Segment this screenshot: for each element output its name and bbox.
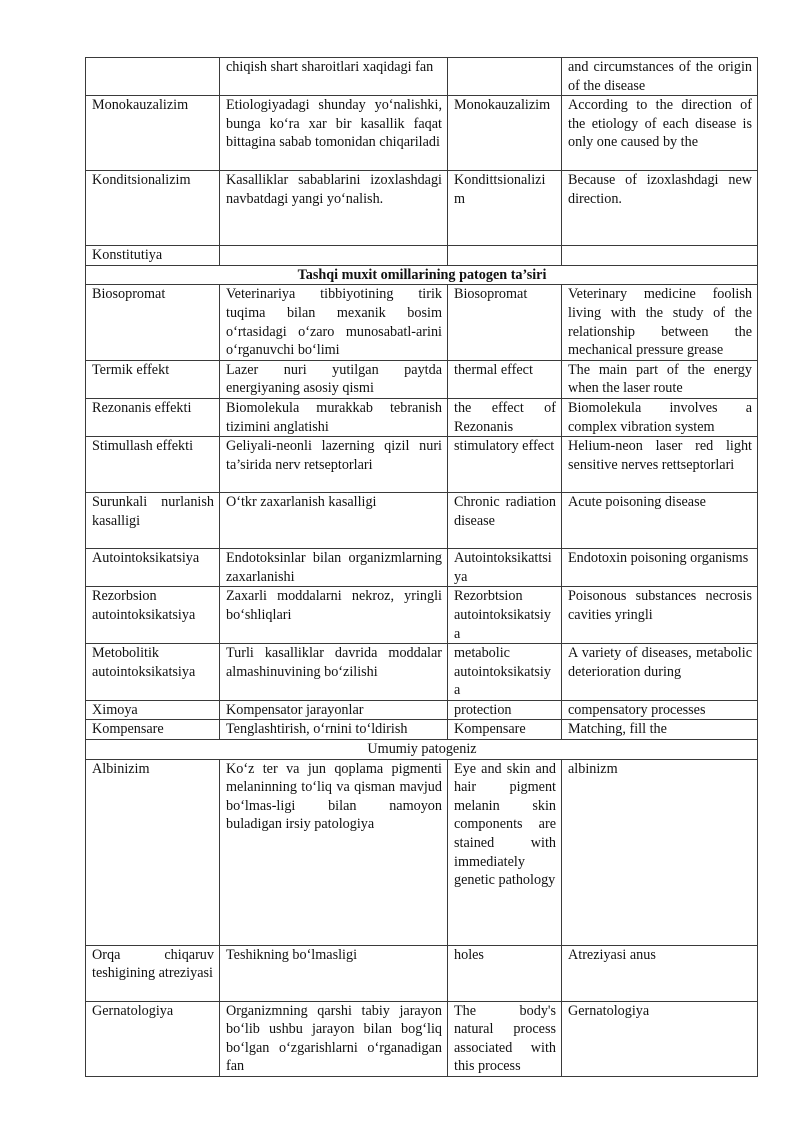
cell-term-uz: Autointoksikatsiya xyxy=(86,549,220,587)
table-row xyxy=(86,398,758,436)
cell-definition-uz: Etiologiyadagi shunday yo‘nalishki, bunga ko‘ra xar bir kasallik faqat bittagina sabab tomonidan chiqariladi xyxy=(220,96,448,171)
table-row xyxy=(86,644,758,701)
cell-definition-en: Matching, fill the xyxy=(562,720,758,740)
cell-term-en xyxy=(448,246,562,266)
table-row xyxy=(86,700,758,720)
cell-term-en: Autointoksikattsiya xyxy=(448,549,562,587)
cell-definition-uz: Zaxarli moddalarni nekroz, yringli bo‘shliqlari xyxy=(220,587,448,644)
cell-definition-uz: Geliyali-neonli lazerning qizil nuri ta’sirida nerv retseptorlari xyxy=(220,437,448,493)
cell-definition-en xyxy=(562,246,758,266)
table-row xyxy=(86,246,758,266)
cell-term-en: metabolic autointoksikatsiya xyxy=(448,644,562,701)
cell-term-en: The body's natural process associated with this process xyxy=(448,1001,562,1076)
cell-term-uz: Gernatologiya xyxy=(86,1001,220,1076)
cell-term-en: stimulatory effect xyxy=(448,437,562,493)
cell-term-en: holes xyxy=(448,945,562,1001)
cell-term-uz: Konditsionalizim xyxy=(86,171,220,246)
cell-definition-en: and circumstances of the origin of the disease xyxy=(562,58,758,96)
document-page xyxy=(85,57,757,1077)
cell-definition-uz: Veterinariya tibbiyotining tirik tuqima bilan mexanik bosim o‘rtasidagi o‘zaro munosabatl-arini o‘rganuvchi bo‘limi xyxy=(220,285,448,360)
cell-definition-en: Veterinary medicine foolish living with the study of the relationship between the mechanical pressure grease xyxy=(562,285,758,360)
cell-definition-en: Acute poisoning disease xyxy=(562,493,758,549)
cell-definition-en: Poisonous substances necrosis cavities yringli xyxy=(562,587,758,644)
table-row xyxy=(86,58,758,96)
cell-definition-uz: Kasalliklar sabablarini izoxlashdagi navbatdagi yangi yo‘nalish. xyxy=(220,171,448,246)
table-row xyxy=(86,720,758,740)
cell-term-en: Biosopromat xyxy=(448,285,562,360)
cell-definition-uz: chiqish shart sharoitlari xaqidagi fan xyxy=(220,58,448,96)
cell-definition-en: Because of izoxlashdagi new direction. xyxy=(562,171,758,246)
section-heading: Umumiy patogeniz xyxy=(86,740,758,760)
cell-definition-en: The main part of the energy when the laser route xyxy=(562,360,758,398)
table-row xyxy=(86,549,758,587)
cell-definition-en: albinizm xyxy=(562,759,758,945)
cell-term-uz: Stimullash effekti xyxy=(86,437,220,493)
cell-term-en: the effect of Rezonanis xyxy=(448,398,562,436)
cell-definition-uz: Organizmning qarshi tabiy jarayon bo‘lib ushbu jarayon bilan bog‘liq bo‘lgan o‘zgarishlarni o‘rganadigan fan xyxy=(220,1001,448,1076)
glossary-table-body xyxy=(86,58,758,1077)
cell-definition-en: According to the direction of the etiology of each disease is only one caused by the xyxy=(562,96,758,171)
cell-definition-uz: Teshikning bo‘lmasligi xyxy=(220,945,448,1001)
cell-definition-en: Helium-neon laser red light sensitive nerves rettseptorlari xyxy=(562,437,758,493)
cell-term-uz xyxy=(86,58,220,96)
cell-definition-en: Gernatologiya xyxy=(562,1001,758,1076)
table-row xyxy=(86,1001,758,1076)
cell-definition-uz: Kompensator jarayonlar xyxy=(220,700,448,720)
table-row xyxy=(86,587,758,644)
cell-definition-en: A variety of diseases, metabolic deterioration during xyxy=(562,644,758,701)
cell-definition-uz: O‘tkr zaxarlanish kasalligi xyxy=(220,493,448,549)
table-row xyxy=(86,945,758,1001)
cell-term-en: Eye and skin and hair pigment melanin skin components are stained with immediately genetic pathology xyxy=(448,759,562,945)
cell-term-en: protection xyxy=(448,700,562,720)
cell-term-uz: Albinizim xyxy=(86,759,220,945)
cell-term-uz: Monokauzalizim xyxy=(86,96,220,171)
cell-definition-en: Atreziyasi anus xyxy=(562,945,758,1001)
cell-term-uz: Ximoya xyxy=(86,700,220,720)
cell-term-en: Kondittsionalizim xyxy=(448,171,562,246)
cell-definition-en: Biomolekula involves a complex vibration system xyxy=(562,398,758,436)
section-heading-row xyxy=(86,265,758,285)
cell-term-uz: Rezorbsion autointoksikatsiya xyxy=(86,587,220,644)
cell-term-uz: Biosopromat xyxy=(86,285,220,360)
cell-definition-uz: Endotoksinlar bilan organizmlarning zaxarlanishi xyxy=(220,549,448,587)
cell-definition-uz: Biomolekula murakkab tebranish tizimini anglatishi xyxy=(220,398,448,436)
cell-definition-en: Endotoxin poisoning organisms xyxy=(562,549,758,587)
cell-term-uz: Metobolitik autointoksikatsiya xyxy=(86,644,220,701)
cell-term-en: Rezorbtsion autointoksikatsiya xyxy=(448,587,562,644)
cell-term-uz: Kompensare xyxy=(86,720,220,740)
table-row xyxy=(86,493,758,549)
section-heading-row xyxy=(86,740,758,760)
cell-term-uz: Surunkali nurlanish kasalligi xyxy=(86,493,220,549)
cell-term-uz: Termik effekt xyxy=(86,360,220,398)
cell-term-uz: Rezonanis effekti xyxy=(86,398,220,436)
table-row xyxy=(86,437,758,493)
section-heading: Tashqi muxit omillarining patogen ta’siri xyxy=(86,265,758,285)
cell-term-en: Kompensare xyxy=(448,720,562,740)
table-row xyxy=(86,759,758,945)
cell-term-en: Chronic radiation disease xyxy=(448,493,562,549)
cell-definition-uz: Ko‘z ter va jun qoplama pigmenti melaninning to‘liq va qisman mavjud bo‘lmas-ligi bilan namoyon buladigan irsiy patologiya xyxy=(220,759,448,945)
cell-term-en: thermal effect xyxy=(448,360,562,398)
cell-term-uz: Orqa chiqaruv teshigining atreziyasi xyxy=(86,945,220,1001)
cell-definition-uz: Tenglashtirish, o‘rnini to‘ldirish xyxy=(220,720,448,740)
cell-term-uz: Konstitutiya xyxy=(86,246,220,266)
table-row xyxy=(86,360,758,398)
cell-definition-en: compensatory processes xyxy=(562,700,758,720)
glossary-table xyxy=(85,57,758,1077)
table-row xyxy=(86,171,758,246)
cell-term-en xyxy=(448,58,562,96)
cell-term-en: Monokauzalizim xyxy=(448,96,562,171)
cell-definition-uz: Turli kasalliklar davrida moddalar almashinuvining bo‘zilishi xyxy=(220,644,448,701)
table-row xyxy=(86,96,758,171)
cell-definition-uz: Lazer nuri yutilgan paytda energiyaning asosiy qismi xyxy=(220,360,448,398)
table-row xyxy=(86,285,758,360)
cell-definition-uz xyxy=(220,246,448,266)
